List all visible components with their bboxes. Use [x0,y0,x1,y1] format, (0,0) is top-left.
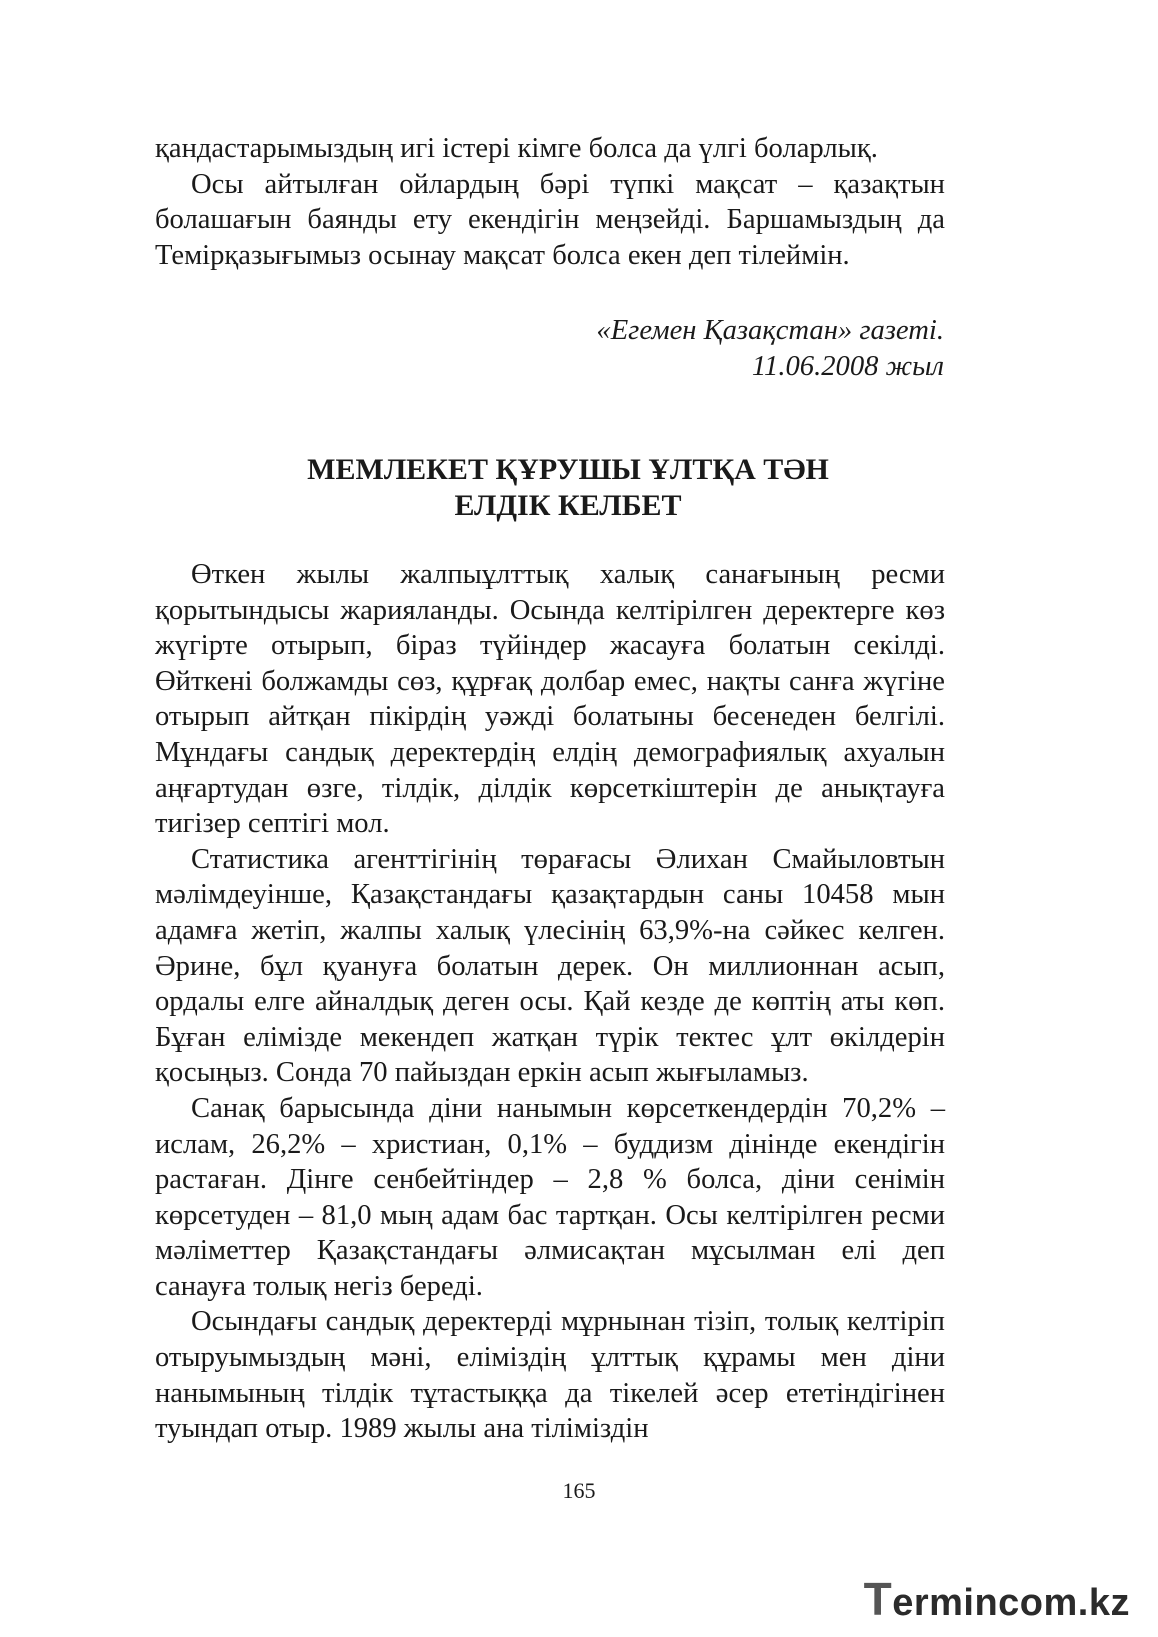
article-title-line-1: МЕМЛЕКЕТ ҚҰРУШЫ ҰЛТҚА ТӘН [307,453,829,486]
source-newspaper: «Егемен Қазақстан» газеті. [596,315,944,346]
article-title-line-2: ЕЛДІК КЕЛБЕТ [454,489,682,522]
paragraph-continuation: қандастарымыздың игі істері кімге болса да үлгі боларлық. [155,133,878,164]
watermark-initial: T [863,1573,893,1625]
paragraph: Статистика агенттігінің төрағасы Әлихан Смайыловтын мәлімдеуінше, Қазақстандағы қазақтардын саны 10458 мын адамға жетіп, жалпы халық үлесінің 63,9%-на сәйкес келген. Әрине, бұл қуануға болатын дерек. Он миллионнан асып, ордалы елге айналдық деген осы. Қай кезде де көптің аты көп. Бұған елімізде мекендеп жатқан түрік тектес ұлт өкілдерін қосыңыз. Сонда 70 пайыздан еркін асып жығыламыз. [155,843,945,1089]
paragraph: Өткен жылы жалпыұлттық халық санағының ресми қорытындысы жарияланды. Осында келтірілген деректерге көз жүгірте отырып, біраз түйіндер жасауға болатын секілді. Өйткені болжамды сөз, құрғақ долбар емес, нақты санға жүгіне отырып айтқан пікірдің уәжді болатыны бесенеден белгілі. Мұндағы сандық деректердің елдің демографиялық ахуалын аңғартудан өзге, тілдік, ділдік көрсеткіштерін де анықтауға тигізер септігі мол. [155,559,945,840]
paragraph: Санақ барысында діни нанымын көрсеткендердін 70,2% – ислам, 26,2% – христиан, 0,1% – буддизм дінінде екендігін растаған. Дінге сенбейтіндер – 2,8 % болса, діни сенімін көрсетуден – 81,0 мың адам бас тартқан. Осы келтірілген ресми мәліметтер Қазақстандағы әлмисақтан мұсылман елі деп санауға толық негіз береді. [155,1092,945,1302]
source-date: 11.06.2008 жыл [751,351,944,382]
top-text-block [155,131,945,273]
paragraph: Осы айтылған ойлардың бәрі түпкі мақсат – қазақтын болашағын баянды ету екендігін меңзейді. Баршамыздың да Темірқазығымыз осынау мақсат болса екен деп тілеймін. [155,168,945,271]
article-body [155,557,945,1447]
paragraph: Осындағы сандық деректерді мұрнынан тізіп, толық келтіріп отыруымыздың мәні, еліміздің ұлттық құрамы мен діни нанымының тілдік тұтастыққа да тікелей әсер ететіндігінен туындап отыр. 1989 жылы ана тіліміздін [155,1306,945,1445]
site-watermark [864,1572,1130,1626]
page-number: 165 [562,1478,596,1503]
watermark-text: ermincom.kz [892,1582,1130,1624]
